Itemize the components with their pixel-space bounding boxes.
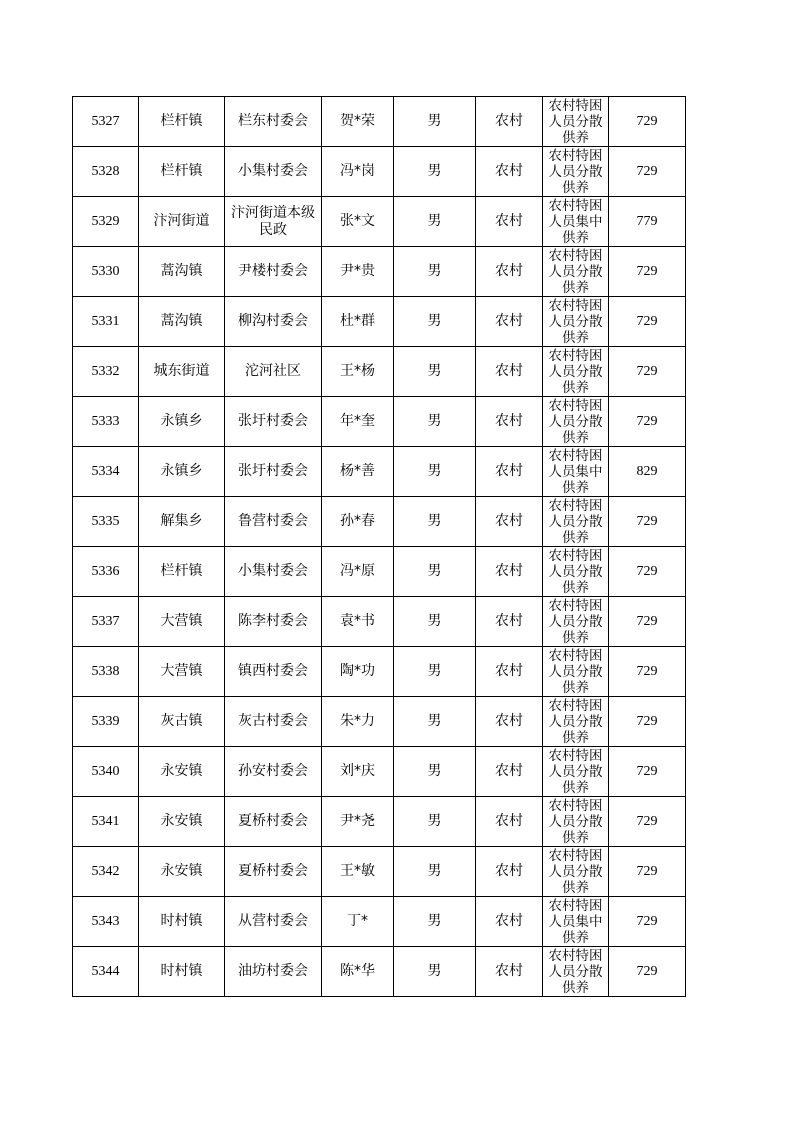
category-text: 农村特困人员分散供养 (548, 248, 603, 296)
serial-number-cell: 5344 (73, 947, 139, 997)
gender-cell: 男 (394, 547, 476, 597)
serial-number-cell: 5343 (73, 897, 139, 947)
serial-number-cell: 5331 (73, 297, 139, 347)
category-text: 农村特困人员分散供养 (548, 348, 603, 396)
village-unit-cell: 尹楼村委会 (225, 247, 322, 297)
person-name-cell: 王*杨 (322, 347, 394, 397)
serial-number-cell: 5332 (73, 347, 139, 397)
amount-cell: 729 (609, 747, 686, 797)
village-unit-cell: 夏桥村委会 (225, 797, 322, 847)
serial-number-cell: 5342 (73, 847, 139, 897)
gender-cell: 男 (394, 797, 476, 847)
gender-cell: 男 (394, 147, 476, 197)
amount-cell: 729 (609, 797, 686, 847)
area-type-cell: 农村 (476, 447, 543, 497)
person-name-cell: 朱*力 (322, 697, 394, 747)
category-cell (543, 797, 609, 847)
table-row (73, 697, 686, 747)
town-cell: 栏杆镇 (139, 547, 225, 597)
amount-cell: 729 (609, 247, 686, 297)
category-cell (543, 447, 609, 497)
person-name-cell: 冯*岗 (322, 147, 394, 197)
area-type-cell: 农村 (476, 147, 543, 197)
gender-cell: 男 (394, 347, 476, 397)
serial-number-cell: 5336 (73, 547, 139, 597)
amount-cell: 829 (609, 447, 686, 497)
village-unit-cell: 镇西村委会 (225, 647, 322, 697)
category-cell (543, 347, 609, 397)
table-row (73, 897, 686, 947)
person-name-cell: 丁* (322, 897, 394, 947)
area-type-cell: 农村 (476, 97, 543, 147)
serial-number-cell: 5335 (73, 497, 139, 547)
gender-cell: 男 (394, 197, 476, 247)
town-cell: 大营镇 (139, 597, 225, 647)
person-name-cell: 陶*功 (322, 647, 394, 697)
amount-cell: 729 (609, 147, 686, 197)
village-unit-cell: 灰古村委会 (225, 697, 322, 747)
village-unit-cell: 小集村委会 (225, 147, 322, 197)
town-cell: 永安镇 (139, 847, 225, 897)
person-name-cell: 孙*春 (322, 497, 394, 547)
table-row (73, 797, 686, 847)
gender-cell: 男 (394, 397, 476, 447)
town-cell: 解集乡 (139, 497, 225, 547)
village-unit-cell: 夏桥村委会 (225, 847, 322, 897)
serial-number-cell: 5327 (73, 97, 139, 147)
town-cell: 永镇乡 (139, 397, 225, 447)
person-name-cell: 尹*贵 (322, 247, 394, 297)
amount-cell: 729 (609, 947, 686, 997)
amount-cell: 729 (609, 297, 686, 347)
category-text: 农村特困人员集中供养 (548, 198, 603, 246)
area-type-cell: 农村 (476, 347, 543, 397)
village-unit-cell: 柳沟村委会 (225, 297, 322, 347)
town-cell: 栏杆镇 (139, 97, 225, 147)
category-text: 农村特困人员分散供养 (548, 948, 603, 996)
town-cell: 时村镇 (139, 947, 225, 997)
table-row (73, 347, 686, 397)
table-row (73, 947, 686, 997)
serial-number-cell: 5329 (73, 197, 139, 247)
category-cell (543, 597, 609, 647)
town-cell: 蒿沟镇 (139, 247, 225, 297)
table-row (73, 447, 686, 497)
serial-number-cell: 5341 (73, 797, 139, 847)
category-cell (543, 847, 609, 897)
amount-cell: 729 (609, 597, 686, 647)
gender-cell: 男 (394, 497, 476, 547)
area-type-cell: 农村 (476, 847, 543, 897)
area-type-cell: 农村 (476, 697, 543, 747)
person-name-cell: 陈*华 (322, 947, 394, 997)
area-type-cell: 农村 (476, 647, 543, 697)
amount-cell: 729 (609, 97, 686, 147)
category-cell (543, 897, 609, 947)
table-row (73, 397, 686, 447)
person-name-cell: 尹*尧 (322, 797, 394, 847)
village-unit-cell: 栏东村委会 (225, 97, 322, 147)
table-row (73, 847, 686, 897)
category-text: 农村特困人员分散供养 (548, 498, 603, 546)
serial-number-cell: 5334 (73, 447, 139, 497)
gender-cell: 男 (394, 447, 476, 497)
roster-body (73, 97, 686, 997)
category-text: 农村特困人员集中供养 (548, 448, 603, 496)
category-cell (543, 147, 609, 197)
serial-number-cell: 5339 (73, 697, 139, 747)
amount-cell: 729 (609, 647, 686, 697)
town-cell: 永安镇 (139, 797, 225, 847)
gender-cell: 男 (394, 947, 476, 997)
gender-cell: 男 (394, 697, 476, 747)
table-row (73, 747, 686, 797)
gender-cell: 男 (394, 897, 476, 947)
village-unit-cell: 油坊村委会 (225, 947, 322, 997)
amount-cell: 779 (609, 197, 686, 247)
category-cell (543, 747, 609, 797)
category-cell (543, 197, 609, 247)
area-type-cell: 农村 (476, 597, 543, 647)
person-name-cell: 袁*书 (322, 597, 394, 647)
area-type-cell: 农村 (476, 897, 543, 947)
category-text: 农村特困人员分散供养 (548, 598, 603, 646)
amount-cell: 729 (609, 847, 686, 897)
gender-cell: 男 (394, 647, 476, 697)
person-name-cell: 王*敏 (322, 847, 394, 897)
person-name-cell: 刘*庆 (322, 747, 394, 797)
person-name-cell: 杨*善 (322, 447, 394, 497)
category-text: 农村特困人员分散供养 (548, 148, 603, 196)
category-cell (543, 247, 609, 297)
area-type-cell: 农村 (476, 297, 543, 347)
amount-cell: 729 (609, 497, 686, 547)
category-text: 农村特困人员分散供养 (548, 698, 603, 746)
town-cell: 永镇乡 (139, 447, 225, 497)
table-row (73, 197, 686, 247)
amount-cell: 729 (609, 697, 686, 747)
serial-number-cell: 5337 (73, 597, 139, 647)
town-cell: 时村镇 (139, 897, 225, 947)
gender-cell: 男 (394, 247, 476, 297)
village-unit-cell: 汴河街道本级民政 (225, 197, 322, 247)
town-cell: 城东街道 (139, 347, 225, 397)
amount-cell: 729 (609, 397, 686, 447)
category-cell (543, 697, 609, 747)
person-name-cell: 冯*原 (322, 547, 394, 597)
person-name-cell: 杜*群 (322, 297, 394, 347)
table-row (73, 97, 686, 147)
serial-number-cell: 5333 (73, 397, 139, 447)
table-row (73, 147, 686, 197)
village-unit-cell: 小集村委会 (225, 547, 322, 597)
category-text: 农村特困人员集中供养 (548, 898, 603, 946)
town-cell: 永安镇 (139, 747, 225, 797)
category-text: 农村特困人员分散供养 (548, 398, 603, 446)
category-cell (543, 397, 609, 447)
category-cell (543, 97, 609, 147)
roster-table (72, 96, 686, 997)
category-cell (543, 297, 609, 347)
person-name-cell: 张*文 (322, 197, 394, 247)
village-unit-cell: 张圩村委会 (225, 397, 322, 447)
town-cell: 蒿沟镇 (139, 297, 225, 347)
category-text: 农村特困人员分散供养 (548, 98, 603, 146)
table-row (73, 297, 686, 347)
table-row (73, 597, 686, 647)
serial-number-cell: 5328 (73, 147, 139, 197)
category-cell (543, 947, 609, 997)
amount-cell: 729 (609, 347, 686, 397)
category-text: 农村特困人员分散供养 (548, 748, 603, 796)
category-cell (543, 547, 609, 597)
serial-number-cell: 5330 (73, 247, 139, 297)
village-unit-cell: 鲁营村委会 (225, 497, 322, 547)
gender-cell: 男 (394, 597, 476, 647)
amount-cell: 729 (609, 547, 686, 597)
category-text: 农村特困人员分散供养 (548, 798, 603, 846)
table-row (73, 547, 686, 597)
serial-number-cell: 5338 (73, 647, 139, 697)
gender-cell: 男 (394, 97, 476, 147)
table-row (73, 497, 686, 547)
area-type-cell: 农村 (476, 797, 543, 847)
area-type-cell: 农村 (476, 397, 543, 447)
category-text: 农村特困人员分散供养 (548, 298, 603, 346)
town-cell: 汴河街道 (139, 197, 225, 247)
gender-cell: 男 (394, 747, 476, 797)
area-type-cell: 农村 (476, 547, 543, 597)
town-cell: 大营镇 (139, 647, 225, 697)
village-unit-cell: 从营村委会 (225, 897, 322, 947)
village-unit-cell: 陈李村委会 (225, 597, 322, 647)
table-row (73, 247, 686, 297)
category-text: 农村特困人员分散供养 (548, 548, 603, 596)
area-type-cell: 农村 (476, 247, 543, 297)
village-unit-cell: 沱河社区 (225, 347, 322, 397)
person-name-cell: 年*奎 (322, 397, 394, 447)
category-text: 农村特困人员分散供养 (548, 648, 603, 696)
area-type-cell: 农村 (476, 747, 543, 797)
village-unit-cell: 张圩村委会 (225, 447, 322, 497)
category-cell (543, 647, 609, 697)
village-unit-cell: 孙安村委会 (225, 747, 322, 797)
area-type-cell: 农村 (476, 497, 543, 547)
category-text: 农村特困人员分散供养 (548, 848, 603, 896)
town-cell: 灰古镇 (139, 697, 225, 747)
town-cell: 栏杆镇 (139, 147, 225, 197)
amount-cell: 729 (609, 897, 686, 947)
category-cell (543, 497, 609, 547)
serial-number-cell: 5340 (73, 747, 139, 797)
area-type-cell: 农村 (476, 947, 543, 997)
person-name-cell: 贺*荣 (322, 97, 394, 147)
gender-cell: 男 (394, 297, 476, 347)
table-row (73, 647, 686, 697)
area-type-cell: 农村 (476, 197, 543, 247)
gender-cell: 男 (394, 847, 476, 897)
